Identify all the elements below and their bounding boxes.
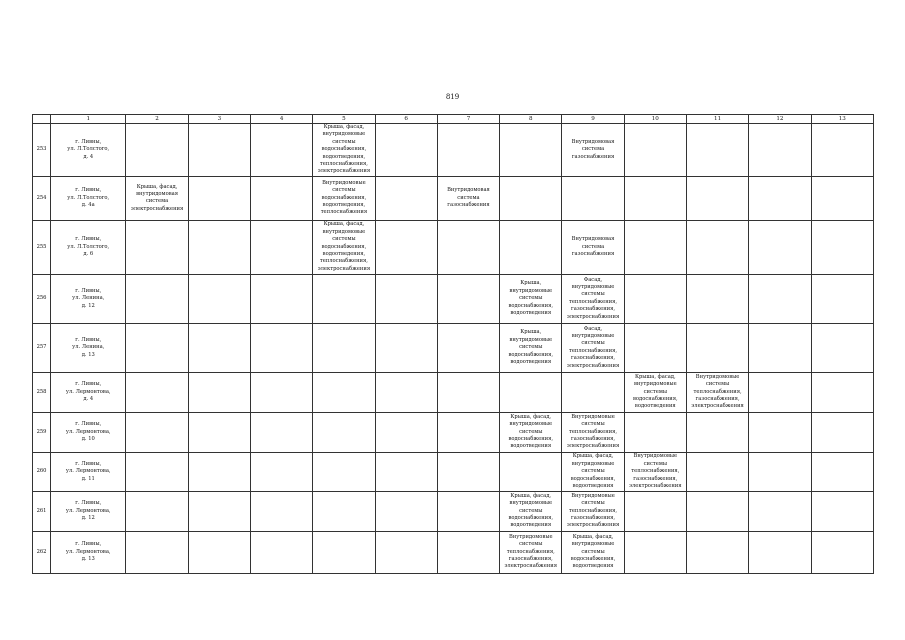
row-number-cell: 254 (33, 176, 51, 220)
work-type-cell (500, 124, 562, 177)
work-type-cell (375, 176, 437, 220)
work-type-cell (437, 372, 499, 412)
header-cell: 7 (437, 115, 499, 124)
work-type-cell (749, 220, 811, 274)
work-type-cell (375, 124, 437, 177)
work-type-cell (188, 531, 250, 573)
work-type-cell (126, 274, 188, 323)
work-type-cell: Внутридомовые системы теплоснабжения, газоснабжения, электроснабжения (500, 531, 562, 573)
work-type-cell: Крыша, фасад, внутридомовая система электроснабжения (126, 176, 188, 220)
work-type-cell (624, 124, 686, 177)
header-cell: 11 (686, 115, 748, 124)
work-type-cell (126, 372, 188, 412)
work-type-cell (375, 372, 437, 412)
row-number-cell: 253 (33, 124, 51, 177)
work-type-cell (126, 412, 188, 452)
row-number-cell: 259 (33, 412, 51, 452)
work-type-cell (749, 176, 811, 220)
work-type-cell (686, 323, 748, 372)
address-cell: г. Ливны, ул. Лермонтова, д. 11 (51, 452, 126, 491)
work-type-cell (188, 491, 250, 531)
header-cell: 6 (375, 115, 437, 124)
work-type-cell (749, 412, 811, 452)
work-type-cell (437, 124, 499, 177)
work-type-cell (437, 452, 499, 491)
work-type-cell (500, 452, 562, 491)
work-type-cell (375, 452, 437, 491)
address-cell: г. Ливны, ул. Лермонтова, д. 12 (51, 491, 126, 531)
work-type-cell: Фасад, внутридомовые системы теплоснабжения, газоснабжения, электроснабжения (562, 323, 624, 372)
work-type-cell (749, 274, 811, 323)
row-number-cell: 262 (33, 531, 51, 573)
work-type-cell (313, 452, 375, 491)
table-row (33, 452, 874, 491)
work-type-cell (686, 452, 748, 491)
table-row (33, 124, 874, 177)
work-type-cell (250, 220, 312, 274)
table-row (33, 274, 874, 323)
table-row (33, 323, 874, 372)
work-type-cell (250, 491, 312, 531)
work-type-cell (811, 412, 873, 452)
work-type-cell (437, 274, 499, 323)
work-type-cell (500, 372, 562, 412)
work-type-cell: Внутридомовая система газоснабжения (562, 124, 624, 177)
work-type-cell (811, 372, 873, 412)
work-type-cell (811, 176, 873, 220)
address-cell: г. Ливны, ул. Лермонтова, д. 13 (51, 531, 126, 573)
work-type-cell (313, 531, 375, 573)
work-type-cell (811, 323, 873, 372)
table-row (33, 220, 874, 274)
address-cell: г. Ливны, ул. Л.Толстого, д. 4а (51, 176, 126, 220)
work-type-cell (686, 531, 748, 573)
work-type-cell (811, 531, 873, 573)
work-type-cell (624, 323, 686, 372)
row-number-cell: 255 (33, 220, 51, 274)
header-cell: 12 (749, 115, 811, 124)
work-type-cell (811, 452, 873, 491)
work-type-cell (375, 491, 437, 531)
work-type-cell (126, 323, 188, 372)
work-type-cell (749, 531, 811, 573)
work-type-cell (188, 372, 250, 412)
work-type-cell (686, 176, 748, 220)
work-type-cell: Крыша, фасад, внутридомовые системы водоснабжения, водоотведения (624, 372, 686, 412)
work-type-cell (562, 176, 624, 220)
work-type-cell (811, 274, 873, 323)
work-type-cell: Крыша, фасад, внутридомовые системы водоснабжения, водоотведения (500, 491, 562, 531)
work-type-cell (313, 274, 375, 323)
address-cell: г. Ливны, ул. Л.Толстого, д. 6 (51, 220, 126, 274)
table-row (33, 531, 874, 573)
work-type-cell (188, 323, 250, 372)
work-type-cell (250, 323, 312, 372)
work-type-cell (749, 491, 811, 531)
work-type-cell (375, 220, 437, 274)
work-type-cell (686, 220, 748, 274)
work-type-cell: Фасад, внутридомовые системы теплоснабжения, газоснабжения, электроснабжения (562, 274, 624, 323)
work-type-cell (749, 323, 811, 372)
work-type-cell (375, 274, 437, 323)
header-cell: 1 (51, 115, 126, 124)
header-cell: 2 (126, 115, 188, 124)
work-type-cell: Крыша, фасад, внутридомовые системы водоснабжения, водоотведения (500, 412, 562, 452)
work-type-cell (624, 531, 686, 573)
work-type-cell (624, 220, 686, 274)
work-type-cell (686, 274, 748, 323)
work-type-cell (686, 412, 748, 452)
row-number-cell: 260 (33, 452, 51, 491)
work-type-cell (624, 491, 686, 531)
work-type-cell (250, 274, 312, 323)
table-row (33, 176, 874, 220)
work-type-cell: Крыша, фасад, внутридомовые системы водоснабжения, водоотведения, теплоснабжения, электроснабжения (313, 124, 375, 177)
work-type-cell: Крыша, фасад, внутридомовые системы водоснабжения, водоотведения, теплоснабжения, электроснабжения (313, 220, 375, 274)
work-type-cell (437, 531, 499, 573)
work-type-cell (313, 491, 375, 531)
work-type-cell (624, 274, 686, 323)
header-cell: 8 (500, 115, 562, 124)
row-number-cell: 258 (33, 372, 51, 412)
work-type-cell (188, 176, 250, 220)
work-type-cell (250, 412, 312, 452)
work-type-cell: Внутридомовые системы теплоснабжения, газоснабжения, электроснабжения (562, 491, 624, 531)
header-cell: 3 (188, 115, 250, 124)
work-type-cell (500, 176, 562, 220)
work-type-cell (811, 491, 873, 531)
work-type-cell (188, 452, 250, 491)
work-type-cell (250, 176, 312, 220)
work-type-cell: Внутридомовая система газоснабжения (562, 220, 624, 274)
header-cell: 10 (624, 115, 686, 124)
address-cell: г. Ливны, ул. Лермонтова, д. 4 (51, 372, 126, 412)
work-type-cell (686, 124, 748, 177)
header-cell: 13 (811, 115, 873, 124)
work-type-cell (126, 531, 188, 573)
address-cell: г. Ливны, ул. Ленина, д. 12 (51, 274, 126, 323)
page-number: 819 (445, 93, 460, 101)
work-type-cell (811, 124, 873, 177)
work-type-cell: Внутридомовые системы теплоснабжения, газоснабжения, электроснабжения (686, 372, 748, 412)
work-type-cell (437, 412, 499, 452)
address-cell: г. Ливны, ул. Лермонтова, д. 10 (51, 412, 126, 452)
work-type-cell (188, 220, 250, 274)
work-type-cell (126, 124, 188, 177)
work-type-cell: Крыша, внутридомовые системы водоснабжения, водоотведения (500, 274, 562, 323)
row-number-cell: 261 (33, 491, 51, 531)
work-type-cell: Внутридомовые системы водоснабжения, водоотведения, теплоснабжения (313, 176, 375, 220)
address-cell: г. Ливны, ул. Л.Толстого, д. 4 (51, 124, 126, 177)
row-number-cell: 256 (33, 274, 51, 323)
work-type-cell (624, 412, 686, 452)
work-type-cell (437, 220, 499, 274)
header-cell: 9 (562, 115, 624, 124)
work-type-cell (126, 452, 188, 491)
work-type-cell (313, 412, 375, 452)
work-type-cell (126, 491, 188, 531)
work-type-cell (250, 531, 312, 573)
work-type-cell (188, 412, 250, 452)
work-type-cell (749, 124, 811, 177)
header-cell: 4 (250, 115, 312, 124)
work-type-cell (686, 491, 748, 531)
work-type-cell (562, 372, 624, 412)
work-type-cell (313, 323, 375, 372)
table-row (33, 491, 874, 531)
work-type-cell (313, 372, 375, 412)
work-type-cell: Внутридомовые системы теплоснабжения, газоснабжения, электроснабжения (562, 412, 624, 452)
row-number-cell: 257 (33, 323, 51, 372)
work-type-cell (437, 491, 499, 531)
header-num-cell (33, 115, 51, 124)
work-type-cell (375, 412, 437, 452)
work-type-cell (250, 452, 312, 491)
work-type-cell (126, 220, 188, 274)
work-type-cell (375, 323, 437, 372)
work-type-cell (500, 220, 562, 274)
work-type-cell (437, 323, 499, 372)
work-type-cell (250, 124, 312, 177)
work-type-cell (188, 124, 250, 177)
address-cell: г. Ливны, ул. Ленина, д. 13 (51, 323, 126, 372)
work-type-cell (749, 452, 811, 491)
work-type-cell: Крыша, фасад, внутридомовые системы водоснабжения, водоотведения (562, 452, 624, 491)
work-type-cell: Крыша, внутридомовые системы водоснабжения, водоотведения (500, 323, 562, 372)
work-type-cell (624, 176, 686, 220)
work-type-cell: Внутридомовая система газоснабжения (437, 176, 499, 220)
work-type-cell (188, 274, 250, 323)
table-row (33, 412, 874, 452)
header-cell: 5 (313, 115, 375, 124)
work-type-cell: Крыша, фасад, внутридомовые системы водоснабжения, водоотведения (562, 531, 624, 573)
work-type-cell (375, 531, 437, 573)
header-row (33, 115, 874, 124)
work-type-cell (749, 372, 811, 412)
work-type-cell (250, 372, 312, 412)
capital-repair-table (32, 114, 874, 574)
work-type-cell: Внутридомовые системы теплоснабжения, газоснабжения, электроснабжения (624, 452, 686, 491)
table-row (33, 372, 874, 412)
work-type-cell (811, 220, 873, 274)
